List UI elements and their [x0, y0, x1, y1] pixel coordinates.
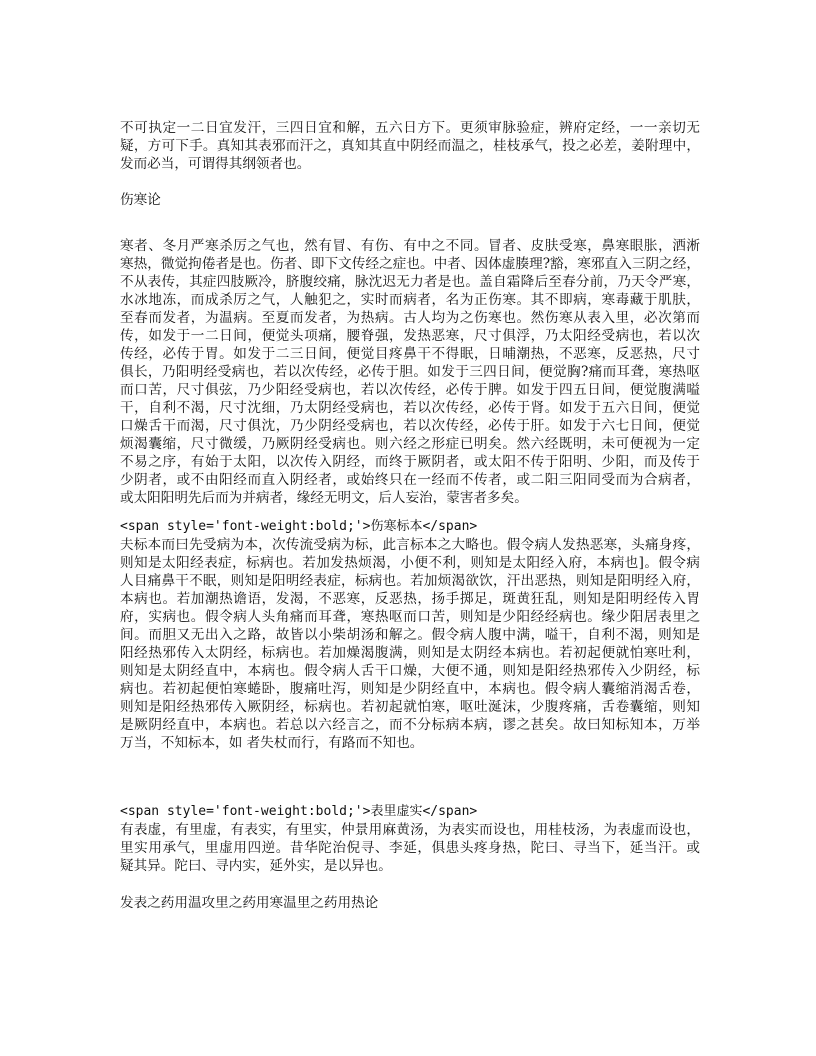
text-line: 发而必当，可谓得其纲领者也。	[120, 156, 311, 172]
heading-raw-markup: <span style='font-weight:bold;'>表里虚实</span>	[120, 804, 478, 819]
paragraph-1	[120, 119, 700, 173]
text-line: 是厥阴经直中，本病也。若总以六经言之，而不分标病本病，谬之甚矣。故曰知标知本，万举	[120, 717, 700, 733]
paragraph-2	[120, 237, 700, 507]
text-line: 人目痛鼻干不眠，则知是阳明经表症，标病也。若加烦渴欲饮，汗出恶热，则知是阳明经入府，	[120, 573, 700, 589]
paragraph-3	[120, 536, 700, 752]
text-line: 阳经热邪传入太阴经，标病也。若加燥渴腹满，则知是太阴经本病也。若初起便就怕寒吐利，	[120, 645, 700, 661]
text-line: 则知是阳经热邪传入厥阴经，标病也。若初起就怕寒，呕吐涎沫，少腹疼痛，舌卷囊缩，则知	[120, 699, 700, 715]
text-line: 则知是太阳经表症，标病也。若加发热烦渴，小便不利，则知是太阳经入府，本病也]。假令病	[120, 555, 700, 571]
text-line: 有表虚，有里虚，有表实，有里实，仲景用麻黄汤，为表实而设也，用桂枝汤，为表虚而设也，	[120, 822, 700, 838]
text-line: 传经，必传于胃。如发于二三日间，便觉目疼鼻干不得眠，日晡潮热，不恶寒，反恶热，尺寸	[120, 346, 700, 362]
paragraph-4	[120, 821, 700, 875]
text-line: 传，如发于一二日间，便觉头项痛，腰脊强，发热恶寒，尺寸俱浮，乃太阳经受病也，若以次	[120, 328, 700, 344]
text-line: 府，实病也。假令病人头角痛而耳聋，寒热呕而口苦，则知是少阳经经病也。缘少阳居表里之	[120, 609, 700, 625]
text-line: 不可执定一二日宜发汗，三四日宜和解，五六日方下。更须审脉验症，辨府定经，一一亲切无	[120, 120, 700, 136]
heading-text: 发表之药用温攻里之药用寒温里之药用热论	[120, 895, 379, 911]
text-line: 口燥舌干而渴，尺寸俱沈，乃少阴经受病也，若以次传经，必传于肝。如发于六七日间，便觉	[120, 418, 700, 434]
text-line: 不从表传，其症四肢厥冷，脐腹绞痛，脉沈迟无力者是也。盖自霜降后至春分前，乃天令严寒，	[120, 274, 700, 290]
text-line: 俱长，乃阳明经受病也，若以次传经，必传于胆。如发于三四日间，便觉胸?痛而耳聋，寒热呕	[120, 364, 700, 380]
text-line: 不易之序，有始于太阳，以次传入阴经，而终于厥阴者，或太阳不传于阳明、少阳，而及传于	[120, 454, 700, 470]
text-line: 或太阳阳明先后而为并病者，缘经无明文，后人妄治，蒙害者多矣。	[120, 490, 528, 506]
text-line: 疑其异。陀曰、寻内实，延外实，是以异也。	[120, 858, 392, 874]
text-line: 烦渴囊缩，尺寸微缓，乃厥阴经受病也。则六经之形症已明矣。然六经既明，未可便视为一定	[120, 436, 700, 452]
text-line: 夫标本而曰先受病为本，次传流受病为标，此言标本之大略也。假令病人发热恶寒，头痛身疼，	[120, 537, 700, 553]
text-line: 里实用承气，里虚用四逆。昔华陀治倪寻、李延，俱患头疼身热，陀曰、寻当下，延当汗。或	[120, 840, 700, 856]
text-line: 少阴者，或不由阳经而直入阴经者，或始终只在一经而不传者，或二阳三阳同受而为合病者，	[120, 472, 700, 488]
text-line: 万当，不知标本，如 者失杖而行，有路而不知也。	[120, 735, 424, 751]
text-line: 至春而发者，为温病。至夏而发者，为热病。古人均为之伤寒也。然伤寒从表入里，必次第而	[120, 310, 700, 326]
text-line: 间。而胆又无出入之路，故皆以小柴胡汤和解之。假令病人腹中满，嗌干，自利不渴，则知是	[120, 627, 700, 643]
text-line: 则知是太阴经直中，本病也。假令病人舌干口燥，大便不通，则知是阳经热邪传入少阴经，标	[120, 663, 700, 679]
text-line: 寒热，微觉拘倦者是也。伤者、即下文传经之症也。中者、因体虚腠理?豁，寒邪直入三阴之经，	[120, 256, 700, 272]
heading-shanghan-lun	[120, 191, 700, 209]
text-line: 水冰地冻，而成杀厉之气，人触犯之，实时而病者，名为正伤寒。其不即病，寒毒藏于肌肤，	[120, 292, 700, 308]
text-line: 病也。若初起便怕寒蜷卧，腹痛吐泻，则知是少阴经直中，本病也。假令病人囊缩消渴舌卷，	[120, 681, 700, 697]
heading-biaoli-xushi	[120, 803, 700, 821]
heading-shanghan-biaoben	[120, 518, 700, 536]
heading-fabiao-lun	[120, 894, 700, 912]
text-line: 寒者、冬月严寒杀厉之气也，然有冒、有伤、有中之不同。冒者、皮肤受寒，鼻寒眼胀，洒淅	[120, 238, 700, 254]
heading-text: 伤寒论	[120, 192, 161, 208]
text-line: 干，自利不渴，尺寸沈细，乃太阴经受病也，若以次传经，必传于肾。如发于五六日间，便觉	[120, 400, 700, 416]
heading-raw-markup: <span style='font-weight:bold;'>伤寒标本</span>	[120, 519, 478, 534]
text-line: 而口苦，尺寸俱弦，乃少阳经受病也，若以次传经，必传于脾。如发于四五日间，便觉腹满嗌	[120, 382, 700, 398]
text-line: 疑，方可下手。真知其表邪而汗之，真知其直中阴经而温之，桂枝承气，投之必差，姜附理中，	[120, 138, 700, 154]
text-line: 本病也。若加潮热谵语，发渴，不恶寒，反恶热，扬手掷足，斑黄狂乱，则知是阳明经传入胃	[120, 591, 700, 607]
